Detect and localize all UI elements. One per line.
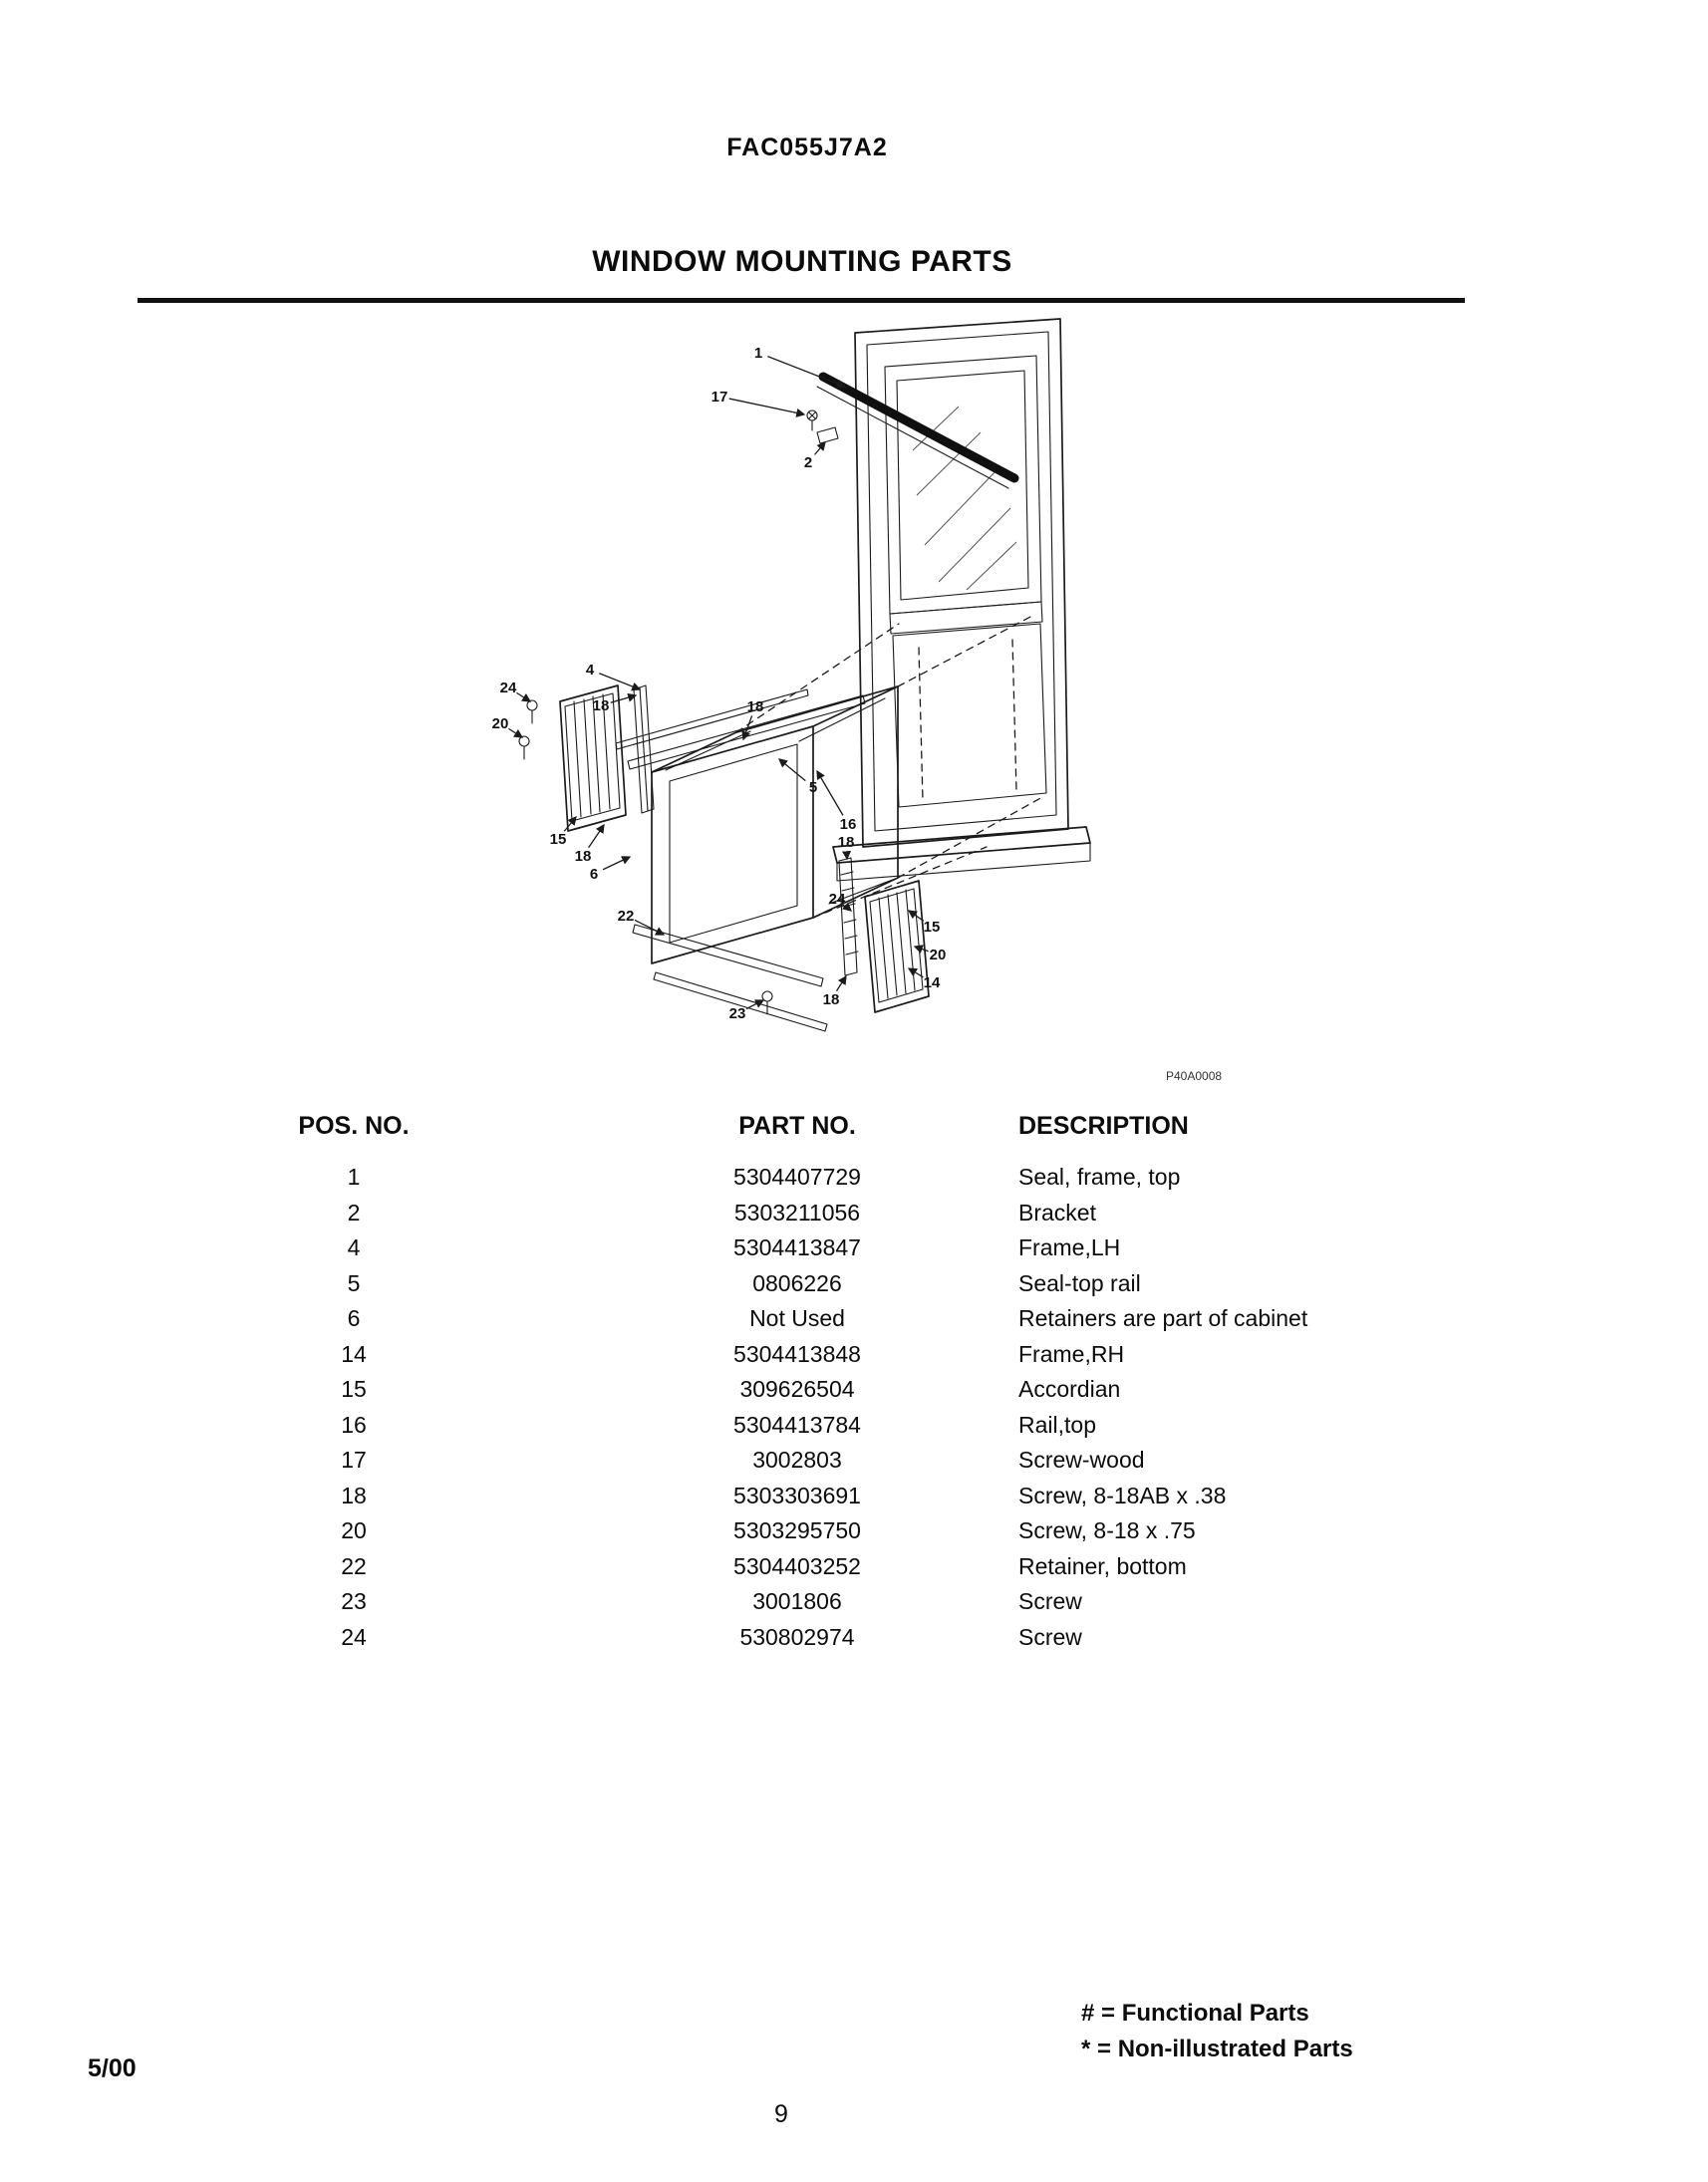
pos-cell: 20 (341, 1517, 367, 1544)
desc-cell: Screw (1018, 1588, 1082, 1615)
callout-leader-line (836, 976, 846, 991)
callout-leader-line (817, 771, 843, 815)
table-row (279, 1479, 1525, 1514)
callout-layer (492, 345, 947, 1022)
diagram-callout-18: 18 (822, 991, 840, 1008)
diagram-callout-18: 18 (574, 848, 592, 865)
table-row (279, 1549, 1525, 1585)
table-row (279, 1230, 1525, 1266)
part-cell: 5303303691 (733, 1482, 861, 1508)
exploded-diagram (468, 311, 1485, 1113)
pos-cell: 15 (341, 1376, 367, 1403)
diagram-callout-18: 18 (592, 697, 610, 714)
diagram-callout-18: 18 (746, 698, 764, 715)
table-row (279, 1196, 1525, 1231)
table-row (279, 1620, 1525, 1656)
right-accordion-drawing (865, 881, 929, 1012)
pos-cell: 14 (341, 1340, 367, 1367)
diagram-callout-5: 5 (808, 779, 818, 796)
table-row (279, 1443, 1525, 1479)
callout-leader-line (729, 399, 804, 414)
desc-cell: Seal-top rail (1018, 1269, 1141, 1296)
part-cell: 3001806 (752, 1588, 842, 1615)
table-row (279, 1266, 1525, 1302)
diagram-callout-18: 18 (837, 834, 855, 851)
part-cell: 5304407729 (733, 1164, 861, 1191)
callout-leader-line (635, 920, 664, 935)
diagram-callout-1: 1 (753, 345, 763, 362)
diagram-callout-15: 15 (923, 919, 941, 936)
part-cell: 530802974 (739, 1623, 855, 1650)
part-cell: 0806226 (752, 1269, 842, 1296)
right-retainer-drawing (839, 858, 858, 975)
pos-cell: 22 (341, 1552, 367, 1579)
table-row (279, 1337, 1525, 1373)
part-cell: Not Used (749, 1305, 845, 1332)
diagram-callout-20: 20 (491, 715, 509, 732)
desc-cell: Frame,RH (1018, 1340, 1125, 1367)
callout-leader-line (611, 695, 636, 702)
desc-cell: Screw-wood (1018, 1447, 1145, 1474)
diagram-callout-2: 2 (803, 454, 813, 471)
pos-cell: 1 (347, 1164, 361, 1191)
pos-cell: 17 (341, 1447, 367, 1474)
parts-table (279, 1108, 1525, 1655)
part-cell: 5304413847 (733, 1234, 861, 1261)
part-cell: 5303295750 (733, 1517, 861, 1544)
part-cell: 5304413848 (733, 1340, 861, 1367)
desc-cell: Screw, 8-18AB x .38 (1018, 1482, 1227, 1508)
diagram-callout-15: 15 (549, 831, 567, 848)
revision-date: 5/00 (88, 2054, 137, 2082)
title-rule (138, 298, 1465, 303)
desc-cell: Bracket (1018, 1199, 1096, 1226)
pos-cell: 16 (341, 1411, 367, 1438)
part-cell: 5304403252 (733, 1552, 861, 1579)
col-header-desc: DESCRIPTION (1018, 1111, 1189, 1140)
pos-cell: 24 (341, 1623, 367, 1650)
desc-cell: Retainer, bottom (1018, 1552, 1187, 1579)
figure-code: P40A0008 (1166, 1069, 1223, 1083)
desc-cell: Frame,LH (1018, 1234, 1121, 1261)
callout-leader-line (603, 857, 630, 870)
page-number: 9 (774, 2100, 788, 2128)
callout-leader-line (508, 728, 522, 737)
table-row (279, 1408, 1525, 1444)
part-cell: 5304413784 (733, 1411, 861, 1438)
desc-cell: Seal, frame, top (1018, 1164, 1181, 1191)
diagram-callout-6: 6 (589, 866, 599, 883)
callout-leader-line (516, 692, 530, 701)
desc-cell: Rail,top (1018, 1411, 1096, 1438)
legend-non-illustrated-parts: * = Non-illustrated Parts (1081, 2036, 1353, 2062)
top-seal-drawing (817, 377, 1014, 488)
pos-cell: 4 (347, 1234, 361, 1261)
callout-leader-line (589, 825, 604, 848)
desc-cell: Screw, 8-18 x .75 (1018, 1517, 1196, 1544)
diagram-callout-4: 4 (585, 662, 595, 679)
diagram-callout-14: 14 (923, 974, 941, 991)
pos-cell: 2 (347, 1199, 361, 1226)
diagram-callout-22: 22 (617, 908, 635, 925)
table-row (279, 1160, 1525, 1196)
callout-leader-line (915, 947, 929, 952)
part-cell: 5303211056 (733, 1199, 861, 1226)
part-cell: 309626504 (739, 1376, 855, 1403)
pos-cell: 5 (347, 1269, 361, 1296)
table-row (279, 1301, 1525, 1337)
col-header-pos: POS. NO. (298, 1111, 410, 1140)
table-header-row (279, 1108, 1525, 1144)
col-header-part: PART NO. (738, 1111, 856, 1140)
callout-leader-line (599, 674, 640, 689)
diagram-callout-16: 16 (839, 816, 857, 833)
pos-cell: 23 (341, 1588, 367, 1615)
desc-cell: Retainers are part of cabinet (1018, 1305, 1308, 1332)
desc-cell: Accordian (1018, 1376, 1121, 1403)
page-title: WINDOW MOUNTING PARTS (592, 245, 1012, 278)
model-number: FAC055J7A2 (726, 134, 888, 161)
part-cell: 3002803 (752, 1447, 842, 1474)
legend (1081, 1996, 1353, 2067)
legend-functional-parts: # = Functional Parts (1081, 2000, 1309, 2027)
table-row (279, 1584, 1525, 1620)
left-accordion-drawing (519, 685, 654, 831)
diagram-callout-24: 24 (828, 891, 846, 908)
table-row (279, 1513, 1525, 1549)
diagram-callout-20: 20 (929, 947, 947, 963)
screw-and-bracket-drawing (807, 410, 838, 443)
diagram-callout-23: 23 (728, 1005, 746, 1022)
pos-cell: 18 (341, 1482, 367, 1508)
pos-cell: 6 (347, 1305, 361, 1332)
table-row (279, 1372, 1525, 1408)
diagram-callout-17: 17 (711, 389, 728, 406)
callout-leader-line (814, 442, 825, 454)
callout-leader-line (779, 759, 805, 781)
diagram-callout-24: 24 (499, 680, 517, 696)
desc-cell: Screw (1018, 1623, 1082, 1650)
callout-leader-line (767, 357, 845, 387)
projection-lines (736, 616, 1042, 918)
